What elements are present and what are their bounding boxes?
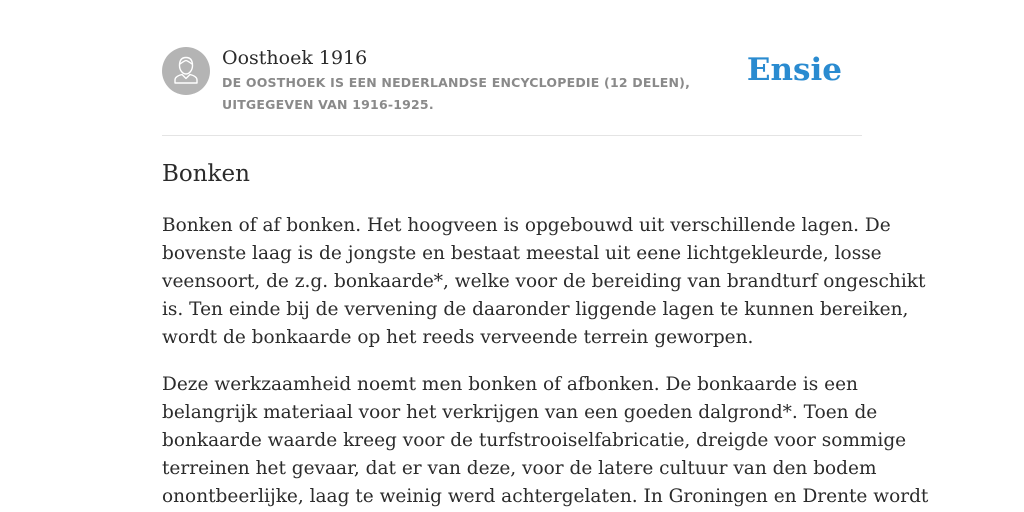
user-icon bbox=[162, 47, 210, 95]
paragraph-line: onontbeerlijke, laag te weinig werd achtergelaten. In Groningen en Drente wordt bbox=[162, 486, 929, 507]
paragraph-line: bovenste laag is de jongste en bestaat meestal uit eene lichtgekleurde, losse bbox=[162, 243, 882, 264]
paragraph-line: belangrijk materiaal voor het verkrijgen van een goeden dalgrond*. Toen de bbox=[162, 402, 878, 423]
paragraph-line: veensoort, de z.g. bonkaarde*, welke voor de bereiding van brandturf ongeschikt bbox=[162, 271, 926, 292]
header-divider bbox=[162, 135, 862, 136]
paragraph-line: Bonken of af bonken. Het hoogveen is opgebouwd uit verschillende lagen. De bbox=[162, 215, 891, 236]
article-title: Bonken bbox=[162, 161, 250, 187]
article-paragraph bbox=[162, 371, 929, 511]
paragraph-line: is. Ten einde bij de vervening de daaronder liggende lagen te kunnen bereiken, bbox=[162, 299, 909, 320]
paragraph-line: bonkaarde waarde kreeg voor de turfstrooiselfabricatie, dreigde voor sommige bbox=[162, 430, 907, 451]
paragraph-line: terreinen het gevaar, dat er van deze, voor de latere cultuur van den bodem bbox=[162, 458, 877, 479]
source-description: DE OOSTHOEK IS EEN NEDERLANDSE ENCYCLOPEDIE (12 DELEN), UITGEGEVEN VAN 1916-1925. bbox=[222, 75, 691, 112]
brand-logo[interactable]: Ensie bbox=[746, 52, 842, 88]
paragraph-line: wordt de bonkaarde op het reeds verveende terrein geworpen. bbox=[162, 327, 754, 348]
source-avatar[interactable] bbox=[162, 47, 210, 95]
article-body bbox=[162, 212, 929, 512]
article-paragraph bbox=[162, 212, 926, 352]
source-header bbox=[162, 46, 862, 136]
paragraph-line: Deze werkzaamheid noemt men bonken of afbonken. De bonkaarde is een bbox=[162, 374, 858, 395]
source-title[interactable]: Oosthoek 1916 bbox=[222, 47, 368, 69]
